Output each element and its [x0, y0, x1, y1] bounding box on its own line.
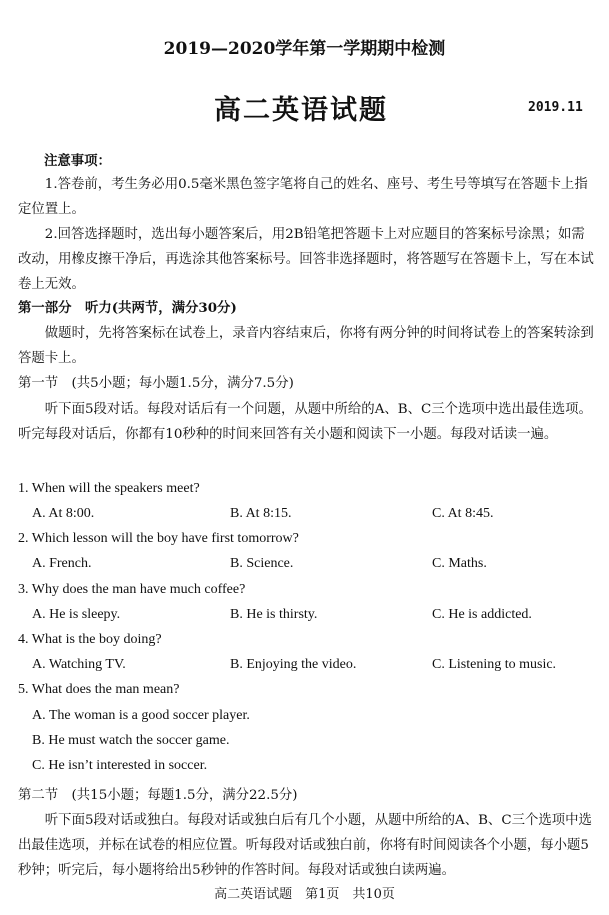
- question-3-option-c: C. He is addicted.: [432, 607, 532, 622]
- notes-item-1: 1.答卷前，考生务必用0.5毫米黑色签字笔将自己的姓名、座号、考生号等填写在答题卡上指定位置上。: [18, 177, 588, 217]
- section1-heading: 第一节 (共5小题；每小题1.5分，满分7.5分): [18, 376, 294, 391]
- section2-heading: 第二节 (共15小题；每题1.5分，满分22.5分): [18, 788, 298, 803]
- section2-intro: 听下面5段对话或独白。每段对话或独白后有几个小题，从题中所给的A、B、C三个选项中选出最佳选项，并标在试卷的相应位置。听每段对话或独白前，你将有时间阅读各个小题，每小题5秒钟；听完后，每小题将给出5秒钟的作答时间。每段对话或独白读两遍。: [18, 813, 592, 878]
- question-5-option-a: A. The woman is a good soccer player.: [32, 708, 250, 723]
- exam-subtitle: 2019—2020学年第一学期期中检测: [163, 39, 446, 59]
- question-4: 4. What is the boy doing?: [18, 632, 162, 647]
- question-2-option-a: A. French.: [32, 556, 92, 571]
- question-5-option-b: B. He must watch the soccer game.: [32, 733, 230, 748]
- question-3: 3. Why does the man have much coffee?: [18, 582, 246, 597]
- question-4-option-c: C. Listening to music.: [432, 657, 557, 672]
- section1-intro: 听下面5段对话。每段对话后有一个问题，从题中所给的A、B、C三个选项中选出最佳选项。听完每段对话后，你都有10秒种的时间来回答有关小题和阅读下一小题。每段对话读一遍。: [18, 402, 592, 442]
- question-5: 5. What does the man mean?: [18, 682, 180, 697]
- question-1: 1. When will the speakers meet?: [18, 481, 200, 496]
- question-4-option-b: B. Enjoying the video.: [230, 657, 357, 672]
- page-footer: 高二英语试题 第1页 共10页: [214, 887, 395, 902]
- question-2-option-b: B. Science.: [230, 556, 294, 571]
- question-3-option-b: B. He is thirsty.: [230, 607, 318, 622]
- notes-item-2: 2.回答选择题时，选出每小题答案后，用2B铅笔把答题卡上对应题目的答案标号涂黑；如需改动，用橡皮擦干净后，再选涂其他答案标号。回答非选择题时，将答题写在答题卡上，写在本试卷上无效。: [18, 227, 594, 292]
- question-3-option-a: A. He is sleepy.: [32, 607, 121, 622]
- question-1-option-a: A. At 8:00.: [32, 506, 95, 521]
- question-1-option-c: C. At 8:45.: [432, 506, 494, 521]
- part1-heading: 第一部分 听力(共两节，满分30分): [18, 300, 237, 316]
- question-4-option-a: A. Watching TV.: [32, 657, 126, 672]
- part1-intro: 做题时，先将答案标在试卷上，录音内容结束后，你将有两分钟的时间将试卷上的答案转涂到答题卡上。: [18, 326, 594, 366]
- notes-heading: 注意事项：: [44, 153, 111, 169]
- question-2-option-c: C. Maths.: [432, 556, 487, 571]
- exam-date: 2019.11: [528, 100, 583, 115]
- exam-title: 高二英语试题: [214, 95, 388, 126]
- question-1-option-b: B. At 8:15.: [230, 506, 292, 521]
- question-5-option-c: C. He isn’t interested in soccer.: [32, 758, 208, 773]
- question-2: 2. Which lesson will the boy have first tomorrow?: [18, 531, 299, 546]
